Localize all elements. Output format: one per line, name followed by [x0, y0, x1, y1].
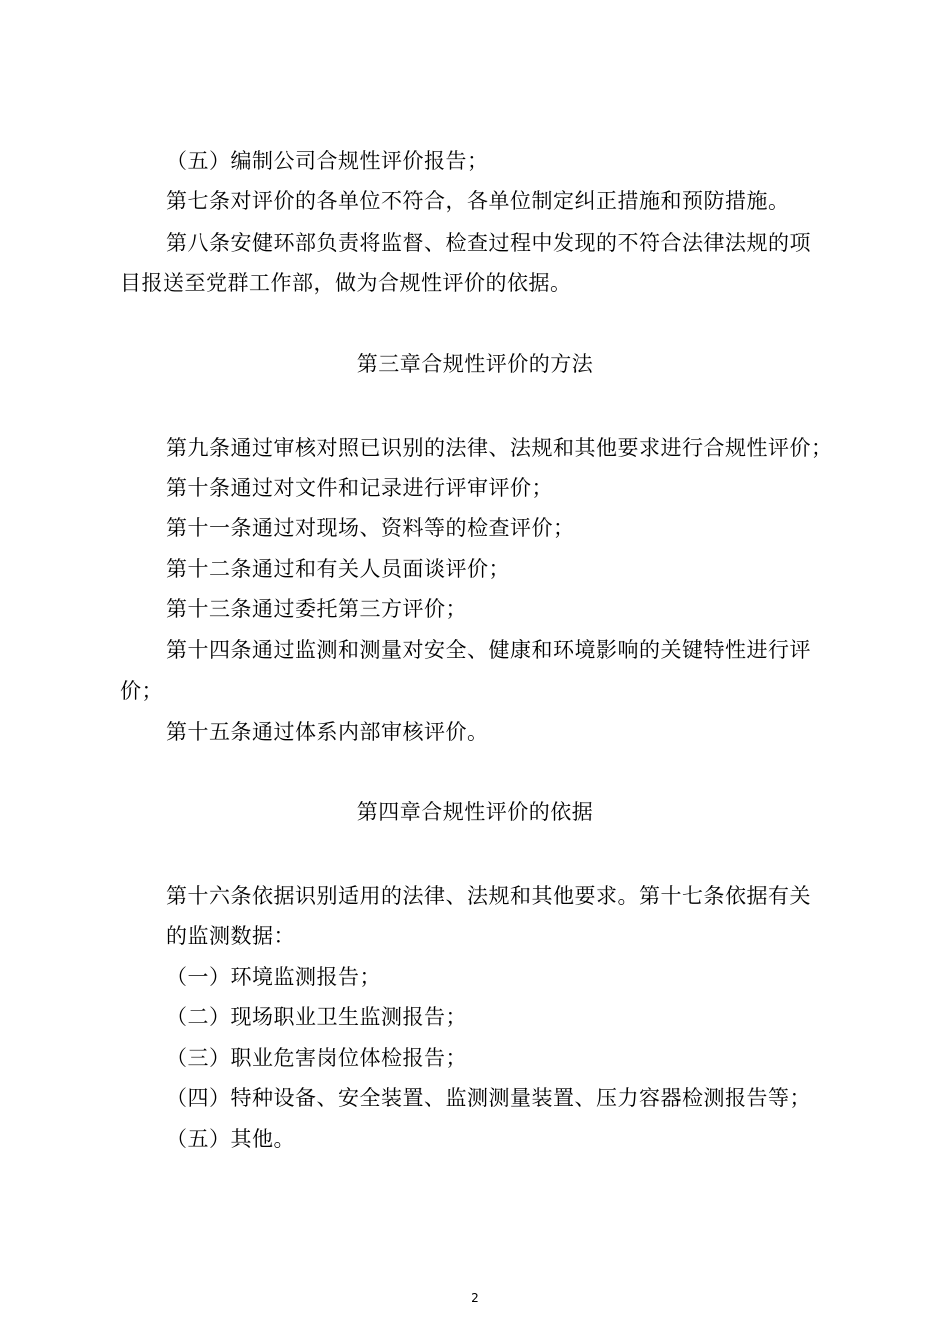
article-nine-line: 第九条通过审核对照已识别的法律、法规和其他要求进行合规性评价； — [166, 436, 833, 460]
article-eleven-line: 第十一条通过对现场、资料等的检查评价； — [166, 516, 575, 540]
chapter-four-heading: 第四章合规性评价的依据 — [356, 800, 594, 824]
article-thirteen-line: 第十三条通过委托第三方评价； — [166, 597, 467, 621]
article-fifteen-line: 第十五条通过体系内部审核评价。 — [166, 720, 489, 744]
article-seven-line: 第七条对评价的各单位不符合，各单位制定纠正措施和预防措施。 — [166, 189, 790, 213]
page-number: 2 — [471, 1291, 479, 1305]
list-item-five: （五）其他。 — [166, 1127, 295, 1151]
article-eight-line-1: 第八条安健环部负责将监督、检查过程中发现的不符合法律法规的项 — [166, 231, 811, 255]
article-sixteen-line-1: 第十六条依据识别适用的法律、法规和其他要求。第十七条依据有关 — [166, 884, 811, 908]
list-item-one: （一）环境监测报告； — [166, 965, 381, 989]
article-sixteen-line-2: 的监测数据： — [166, 924, 295, 948]
list-item-four: （四）特种设备、安全装置、监测测量装置、压力容器检测报告等； — [166, 1086, 811, 1110]
article-eight-line-2: 目报送至党群工作部，做为合规性评价的依据。 — [120, 271, 572, 295]
list-item-three: （三）职业危害岗位体检报告； — [166, 1046, 467, 1070]
list-item-two: （二）现场职业卫生监测报告； — [166, 1005, 467, 1029]
article-twelve-line: 第十二条通过和有关人员面谈评价； — [166, 557, 510, 581]
article-ten-line: 第十条通过对文件和记录进行评审评价； — [166, 476, 553, 500]
article-fourteen-line-1: 第十四条通过监测和测量对安全、健康和环境影响的关键特性进行评 — [166, 638, 811, 662]
chapter-three-heading: 第三章合规性评价的方法 — [356, 352, 594, 376]
item-five-line: （五）编制公司合规性评价报告； — [166, 149, 489, 173]
article-fourteen-line-2: 价； — [120, 679, 163, 703]
